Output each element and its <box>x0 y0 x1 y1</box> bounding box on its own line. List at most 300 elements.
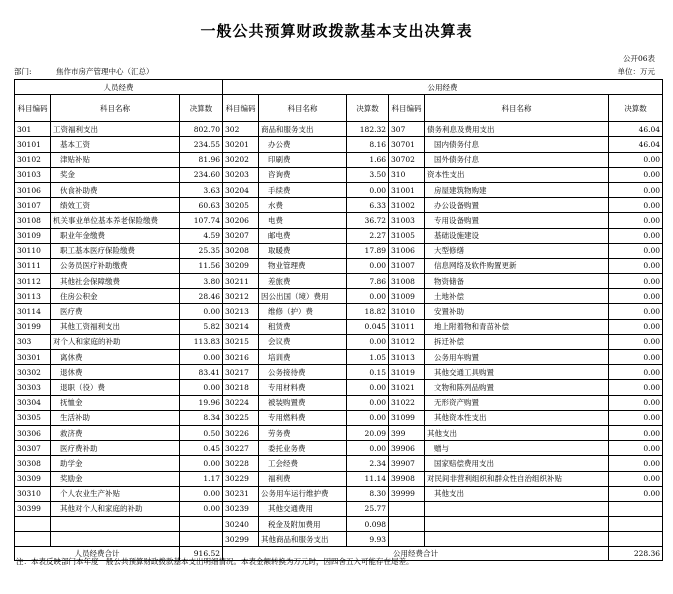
subject-name: 其他工资福利支出 <box>51 319 180 334</box>
subject-name: 专用材料费 <box>259 380 347 395</box>
table-row <box>15 122 663 137</box>
amount: 0.00 <box>180 486 223 501</box>
subject-code: 30307 <box>15 441 51 456</box>
table-row <box>15 228 663 243</box>
subject-code: 30113 <box>15 289 51 304</box>
subject-name: 退职（役）费 <box>51 380 180 395</box>
subject-code: 31006 <box>389 243 425 258</box>
public-total-label: 公用经费合计 <box>223 547 609 561</box>
subject-code: 30213 <box>223 304 259 319</box>
amount: 0.00 <box>609 304 663 319</box>
subject-name: 其他商品和服务支出 <box>259 532 347 547</box>
subject-name: 个人农业生产补贴 <box>51 486 180 501</box>
amount: 46.04 <box>609 137 663 152</box>
subject-name: 绩效工资 <box>51 198 180 213</box>
table-row <box>15 471 663 486</box>
subject-name: 地上附着物和青苗补偿 <box>425 319 609 334</box>
table-row <box>15 501 663 516</box>
subject-code: 30203 <box>223 167 259 182</box>
amount: 1.17 <box>180 471 223 486</box>
subject-name: 其他资本性支出 <box>425 410 609 425</box>
table-row <box>15 274 663 289</box>
subject-name: 职工基本医疗保险缴费 <box>51 243 180 258</box>
subject-code: 31003 <box>389 213 425 228</box>
amount: 5.82 <box>180 319 223 334</box>
amount: 46.04 <box>609 122 663 137</box>
amount: 0.00 <box>180 456 223 471</box>
subject-code: 30215 <box>223 334 259 349</box>
subject-name: 离休费 <box>51 350 180 365</box>
subject-name: 其他交通费用 <box>259 501 347 516</box>
subject-code: 30109 <box>15 228 51 243</box>
subject-name: 工会经费 <box>259 456 347 471</box>
amount: 0.00 <box>347 380 389 395</box>
subject-code: 30218 <box>223 380 259 395</box>
subject-code: 31009 <box>389 289 425 304</box>
table-row <box>15 167 663 182</box>
personnel-total-value: 916.52 <box>180 547 223 561</box>
subject-name: 债务利息及费用支出 <box>425 122 609 137</box>
subject-code <box>389 532 425 547</box>
amount: 0.00 <box>609 471 663 486</box>
subject-name: 办公设备购置 <box>425 198 609 213</box>
department-label: 部门: <box>14 67 32 76</box>
amount: 0.00 <box>609 152 663 167</box>
amount: 25.35 <box>180 243 223 258</box>
subject-code: 30216 <box>223 350 259 365</box>
subject-code: 30702 <box>389 152 425 167</box>
table-row <box>15 319 663 334</box>
public-total-value: 228.36 <box>609 547 663 561</box>
subject-name: 办公费 <box>259 137 347 152</box>
table-row <box>15 350 663 365</box>
subject-code: 30107 <box>15 198 51 213</box>
subject-code: 31007 <box>389 258 425 273</box>
amount: 0.00 <box>180 350 223 365</box>
col-header-amount: 决算数 <box>609 95 663 122</box>
subject-name: 会议费 <box>259 334 347 349</box>
subject-code: 30299 <box>223 532 259 547</box>
amount: 0.00 <box>609 289 663 304</box>
col-header-name: 科目名称 <box>51 95 180 122</box>
amount: 20.09 <box>347 425 389 440</box>
subject-code: 39999 <box>389 486 425 501</box>
amount <box>180 532 223 547</box>
subject-name: 安置补助 <box>425 304 609 319</box>
subject-code: 30106 <box>15 182 51 197</box>
table-row <box>15 395 663 410</box>
subject-name <box>51 532 180 547</box>
table-row <box>15 152 663 167</box>
subject-code: 30205 <box>223 198 259 213</box>
subject-name: 土地补偿 <box>425 289 609 304</box>
subject-name: 公务接待费 <box>259 365 347 380</box>
subject-name: 因公出国（境）费用 <box>259 289 347 304</box>
subject-code: 301 <box>15 122 51 137</box>
amount: 0.00 <box>609 365 663 380</box>
subject-name: 商品和服务支出 <box>259 122 347 137</box>
expenditure-table <box>14 79 663 561</box>
subject-code: 30208 <box>223 243 259 258</box>
amount: 1.66 <box>347 152 389 167</box>
subject-name: 水费 <box>259 198 347 213</box>
subject-name: 物资储备 <box>425 274 609 289</box>
col-header-name: 科目名称 <box>259 95 347 122</box>
subject-name: 国家赔偿费用支出 <box>425 456 609 471</box>
subject-code: 31005 <box>389 228 425 243</box>
subject-name: 伙食补助费 <box>51 182 180 197</box>
subject-code: 30212 <box>223 289 259 304</box>
amount: 18.82 <box>347 304 389 319</box>
subject-name: 邮电费 <box>259 228 347 243</box>
subject-code: 30225 <box>223 410 259 425</box>
amount: 11.14 <box>347 471 389 486</box>
subject-code: 31008 <box>389 274 425 289</box>
subject-name: 培训费 <box>259 350 347 365</box>
subject-code: 30112 <box>15 274 51 289</box>
subject-code: 30202 <box>223 152 259 167</box>
subject-name: 公务用车运行维护费 <box>259 486 347 501</box>
amount: 234.60 <box>180 167 223 182</box>
amount: 3.63 <box>180 182 223 197</box>
table-row <box>15 441 663 456</box>
subject-name: 退休费 <box>51 365 180 380</box>
amount: 107.74 <box>180 213 223 228</box>
subject-name: 文物和陈列品购置 <box>425 380 609 395</box>
table-row <box>15 137 663 152</box>
subject-name: 委托业务费 <box>259 441 347 456</box>
subject-name: 租赁费 <box>259 319 347 334</box>
amount: 17.89 <box>347 243 389 258</box>
amount: 0.45 <box>180 441 223 456</box>
col-header-amount: 决算数 <box>347 95 389 122</box>
subject-name <box>425 517 609 532</box>
subject-name: 奖金 <box>51 167 180 182</box>
subject-name: 福利费 <box>259 471 347 486</box>
subject-code: 30199 <box>15 319 51 334</box>
subject-code: 30302 <box>15 365 51 380</box>
amount: 0.00 <box>609 182 663 197</box>
col-header-name: 科目名称 <box>425 95 609 122</box>
subject-code: 30111 <box>15 258 51 273</box>
subject-code: 30701 <box>389 137 425 152</box>
subject-code: 30229 <box>223 471 259 486</box>
subject-code: 30240 <box>223 517 259 532</box>
subject-code <box>15 532 51 547</box>
amount: 8.30 <box>347 486 389 501</box>
amount: 0.098 <box>347 517 389 532</box>
amount: 0.00 <box>609 334 663 349</box>
subject-code: 399 <box>389 425 425 440</box>
subject-name: 物业管理费 <box>259 258 347 273</box>
subject-name: 住房公积金 <box>51 289 180 304</box>
form-code: 公开06表 <box>622 54 655 63</box>
subject-name: 医疗费补助 <box>51 441 180 456</box>
subject-code: 39908 <box>389 471 425 486</box>
amount: 60.63 <box>180 198 223 213</box>
subject-code: 30114 <box>15 304 51 319</box>
amount: 0.50 <box>180 425 223 440</box>
amount: 6.33 <box>347 198 389 213</box>
subject-code: 303 <box>15 334 51 349</box>
public-group-header: 公用经费 <box>223 80 663 95</box>
subject-name: 差旅费 <box>259 274 347 289</box>
amount: 0.00 <box>609 441 663 456</box>
amount: 182.32 <box>347 122 389 137</box>
subject-name: 机关事业单位基本养老保险缴费 <box>51 213 180 228</box>
col-header-code: 科目编码 <box>389 95 425 122</box>
amount: 0.00 <box>609 395 663 410</box>
amount: 0.00 <box>347 441 389 456</box>
subject-code: 31099 <box>389 410 425 425</box>
department-value: 焦作市房产管理中心（汇总） <box>56 67 154 76</box>
table-row <box>15 380 663 395</box>
report-title: 一般公共预算财政拨款基本支出决算表 <box>200 22 473 40</box>
subject-name: 医疗费 <box>51 304 180 319</box>
subject-name: 房屋建筑物购建 <box>425 182 609 197</box>
subject-code: 31013 <box>389 350 425 365</box>
amount: 0.00 <box>609 319 663 334</box>
subject-name: 劳务费 <box>259 425 347 440</box>
subject-code: 30110 <box>15 243 51 258</box>
subject-code: 30214 <box>223 319 259 334</box>
subject-code: 30201 <box>223 137 259 152</box>
subject-code: 30308 <box>15 456 51 471</box>
subject-name <box>425 532 609 547</box>
amount: 9.93 <box>347 532 389 547</box>
subject-name: 被装购置费 <box>259 395 347 410</box>
subject-name: 其他支出 <box>425 425 609 440</box>
subject-name: 其他交通工具购置 <box>425 365 609 380</box>
amount: 234.55 <box>180 137 223 152</box>
subject-code: 30301 <box>15 350 51 365</box>
amount: 8.34 <box>180 410 223 425</box>
subject-code <box>15 517 51 532</box>
subject-name: 无形资产购置 <box>425 395 609 410</box>
amount: 83.41 <box>180 365 223 380</box>
table-row <box>15 334 663 349</box>
subject-name: 取暖费 <box>259 243 347 258</box>
amount <box>609 501 663 516</box>
subject-name: 职业年金缴费 <box>51 228 180 243</box>
amount: 0.00 <box>609 274 663 289</box>
subject-code: 30206 <box>223 213 259 228</box>
subject-code: 30227 <box>223 441 259 456</box>
amount: 81.96 <box>180 152 223 167</box>
table-row <box>15 182 663 197</box>
subject-code: 39906 <box>389 441 425 456</box>
amount: 113.83 <box>180 334 223 349</box>
amount: 0.00 <box>180 304 223 319</box>
amount: 0.00 <box>609 486 663 501</box>
subject-name: 基本工资 <box>51 137 180 152</box>
subject-name: 手续费 <box>259 182 347 197</box>
subject-code: 30211 <box>223 274 259 289</box>
subject-name: 工资福利支出 <box>51 122 180 137</box>
table-row <box>15 486 663 501</box>
subject-name: 咨询费 <box>259 167 347 182</box>
subject-code: 30228 <box>223 456 259 471</box>
subject-name: 对民间非营利组织和群众性自治组织补贴 <box>425 471 609 486</box>
amount: 0.045 <box>347 319 389 334</box>
amount: 3.80 <box>180 274 223 289</box>
subject-code: 30108 <box>15 213 51 228</box>
subject-code: 30399 <box>15 501 51 516</box>
amount <box>609 532 663 547</box>
subject-code: 30101 <box>15 137 51 152</box>
report-meta <box>14 66 655 78</box>
amount: 25.77 <box>347 501 389 516</box>
subject-code: 30303 <box>15 380 51 395</box>
subject-name: 国内债务付息 <box>425 137 609 152</box>
subject-name: 大型修缮 <box>425 243 609 258</box>
subject-name: 其他社会保障缴费 <box>51 274 180 289</box>
amount: 0.00 <box>347 395 389 410</box>
subject-name: 专用燃料费 <box>259 410 347 425</box>
table-row <box>15 243 663 258</box>
amount: 0.00 <box>609 425 663 440</box>
col-header-code: 科目编码 <box>15 95 51 122</box>
subject-name: 津贴补贴 <box>51 152 180 167</box>
table-row <box>15 289 663 304</box>
subject-code: 30226 <box>223 425 259 440</box>
amount: 2.34 <box>347 456 389 471</box>
table-row <box>15 304 663 319</box>
subject-code: 30217 <box>223 365 259 380</box>
amount: 0.00 <box>347 258 389 273</box>
subject-name: 助学金 <box>51 456 180 471</box>
subject-code: 30204 <box>223 182 259 197</box>
footnote: 注：本表反映部门本年度一般公共预算财政拨款基本支出明细情况。本表金额转换为万元时，因四舍五入可能存在尾差。 <box>16 557 414 566</box>
amount: 19.96 <box>180 395 223 410</box>
table-row <box>15 213 663 228</box>
amount: 0.00 <box>347 289 389 304</box>
subject-code: 31002 <box>389 198 425 213</box>
table-row <box>15 198 663 213</box>
amount: 4.59 <box>180 228 223 243</box>
subject-code: 31011 <box>389 319 425 334</box>
subject-code: 30305 <box>15 410 51 425</box>
amount: 0.00 <box>347 334 389 349</box>
subject-name: 公务用车购置 <box>425 350 609 365</box>
amount: 0.00 <box>180 501 223 516</box>
table-row <box>15 456 663 471</box>
col-header-amount: 决算数 <box>180 95 223 122</box>
table-row <box>15 532 663 547</box>
amount <box>609 517 663 532</box>
amount: 0.15 <box>347 365 389 380</box>
subject-name: 其他支出 <box>425 486 609 501</box>
subject-name: 奖励金 <box>51 471 180 486</box>
subject-name: 国外债务付息 <box>425 152 609 167</box>
amount: 28.46 <box>180 289 223 304</box>
subject-name: 救济费 <box>51 425 180 440</box>
amount: 0.00 <box>609 380 663 395</box>
subject-code: 30310 <box>15 486 51 501</box>
subject-code <box>389 501 425 516</box>
col-header-code: 科目编码 <box>223 95 259 122</box>
amount: 0.00 <box>609 198 663 213</box>
amount: 8.16 <box>347 137 389 152</box>
amount <box>180 517 223 532</box>
subject-name: 电费 <box>259 213 347 228</box>
subject-name: 专用设备购置 <box>425 213 609 228</box>
table-row <box>15 258 663 273</box>
subject-name: 基础设施建设 <box>425 228 609 243</box>
subject-name: 抚恤金 <box>51 395 180 410</box>
subject-name: 印刷费 <box>259 152 347 167</box>
table-row <box>15 425 663 440</box>
subject-name: 资本性支出 <box>425 167 609 182</box>
table-body <box>15 122 663 547</box>
subject-name: 税金及附加费用 <box>259 517 347 532</box>
subject-name: 拆迁补偿 <box>425 334 609 349</box>
subject-code: 30103 <box>15 167 51 182</box>
amount: 7.86 <box>347 274 389 289</box>
subject-code: 30209 <box>223 258 259 273</box>
subject-code <box>389 517 425 532</box>
amount: 0.00 <box>609 228 663 243</box>
subject-code: 31001 <box>389 182 425 197</box>
subject-code: 30231 <box>223 486 259 501</box>
subject-name: 维修（护）费 <box>259 304 347 319</box>
amount: 0.00 <box>609 410 663 425</box>
subject-code: 31012 <box>389 334 425 349</box>
subject-code: 310 <box>389 167 425 182</box>
amount: 802.70 <box>180 122 223 137</box>
amount: 0.00 <box>347 410 389 425</box>
amount: 2.27 <box>347 228 389 243</box>
amount: 0.00 <box>609 456 663 471</box>
table-row <box>15 410 663 425</box>
amount: 0.00 <box>609 167 663 182</box>
subject-name: 对个人和家庭的补助 <box>51 334 180 349</box>
subject-code: 31019 <box>389 365 425 380</box>
personnel-total-label: 人员经费合计 <box>15 547 180 561</box>
subject-code: 307 <box>389 122 425 137</box>
subject-code: 30102 <box>15 152 51 167</box>
subject-code: 302 <box>223 122 259 137</box>
subject-code: 39907 <box>389 456 425 471</box>
amount: 0.00 <box>609 350 663 365</box>
amount: 0.00 <box>347 182 389 197</box>
amount: 1.05 <box>347 350 389 365</box>
subject-code: 30309 <box>15 471 51 486</box>
subject-code: 30207 <box>223 228 259 243</box>
amount: 36.72 <box>347 213 389 228</box>
subject-code: 30304 <box>15 395 51 410</box>
amount: 3.50 <box>347 167 389 182</box>
subject-name: 其他对个人和家庭的补助 <box>51 501 180 516</box>
subject-code: 30224 <box>223 395 259 410</box>
subject-code: 30306 <box>15 425 51 440</box>
personnel-group-header: 人员经费 <box>15 80 223 95</box>
amount: 0.00 <box>180 380 223 395</box>
amount: 11.56 <box>180 258 223 273</box>
subject-code: 30239 <box>223 501 259 516</box>
amount: 0.00 <box>609 243 663 258</box>
subject-code: 31010 <box>389 304 425 319</box>
amount: 0.00 <box>609 213 663 228</box>
subject-code: 31021 <box>389 380 425 395</box>
subject-name: 生活补助 <box>51 410 180 425</box>
table-row <box>15 365 663 380</box>
subject-name <box>51 517 180 532</box>
amount: 0.00 <box>609 258 663 273</box>
subject-name <box>425 501 609 516</box>
subject-code: 31022 <box>389 395 425 410</box>
subject-name: 公务员医疗补助缴费 <box>51 258 180 273</box>
